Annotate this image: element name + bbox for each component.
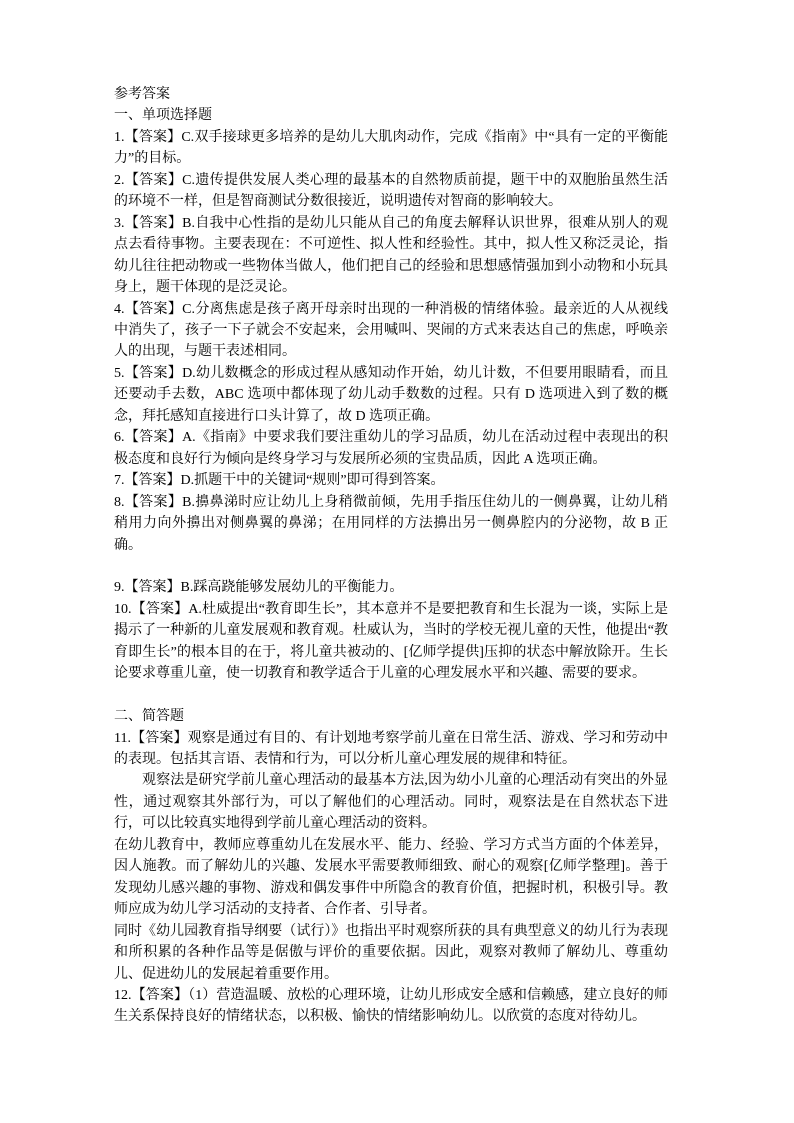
answer-paragraph: 1.【答案】C.双手接球更多培养的是幼儿大肌肉动作，完成《指南》中“具有一定的平衡能力”的目标。: [114, 129, 668, 167]
section-heading: 一、单项选择题: [114, 108, 212, 124]
document-content: [114, 84, 668, 1028]
section-heading: 二、简答题: [114, 709, 184, 725]
answer-paragraph: 8.【答案】B.擤鼻涕时应让幼儿上身稍微前倾，先用手指压住幼儿的一侧鼻翼，让幼儿稍稍用力向外擤出对侧鼻翼的鼻涕；在用同样的方法擤出另一侧鼻腔内的分泌物，故 B 正确。: [114, 494, 668, 553]
answer-paragraph: 10.【答案】A.杜威提出“教育即生长”，其本意并不是要把教育和生长混为一谈，实际上是揭示了一种新的儿童发展观和教育观。杜威认为，当时的学校无视儿童的天性，他提出“教育即生长”的根本目的在于，将儿童共被动的、[亿师学提供]压抑的状态中解放除开。生长论要求尊重儿童，使一切教育和教学适合于儿童的心理发展水平和兴趣、需要的要求。: [114, 601, 668, 682]
answer-paragraph: 11.【答案】观察是通过有目的、有计划地考察学前儿童在日常生活、游戏、学习和劳动中的表现。包括其言语、表情和行为，可以分析儿童心理发展的规律和特征。: [114, 730, 668, 768]
answer-paragraph: 5.【答案】D.幼儿数概念的形成过程从感知动作开始，幼儿计数，不但要用眼睛看，而且还要动手去数，ABC 选项中都体现了幼儿动手数数的过程。只有 D 选项进入到了数的概念，拜托感知直接进行口头计算了，故 D 选项正确。: [114, 365, 668, 424]
answer-paragraph: 9.【答案】B.踩高跷能够发展幼儿的平衡能力。: [114, 580, 404, 596]
blank-line: [114, 556, 668, 577]
document-title: 参考答案: [114, 87, 170, 102]
answer-paragraph: 7.【答案】D.抓题干中的关键词“规则”即可得到答案。: [114, 473, 445, 489]
answer-paragraph: 6.【答案】A.《指南》中要求我们要注重幼儿的学习品质，幼儿在活动过程中表现出的积极态度和良好行为倾向是终身学习与发展所必须的宝贵品质，因此 A 选项正确。: [114, 430, 668, 467]
answer-paragraph: 12.【答案】（1）营造温暖、放松的心理环境，让幼儿形成安全感和信赖感，建立良好的师生关系保持良好的情绪状态，以积极、愉快的情绪影响幼儿。以欣赏的态度对待幼儿。: [114, 988, 668, 1025]
answer-paragraph: 2.【答案】C.遗传提供发展人类心理的最基本的自然物质前提，题干中的双胞胎虽然生活的环境不一样，但是智商测试分数很接近，说明遗传对智商的影响较大。: [114, 172, 668, 210]
answer-paragraph: 观察法是研究学前儿童心理活动的最基本方法,因为幼小儿童的心理活动有突出的外显性，通过观察其外部行为，可以了解他们的心理活动。同时，观察法是在自然状态下进行，可以比较真实地得到学前儿童心理活动的资料。: [114, 773, 668, 832]
answer-paragraph: 3.【答案】B.自我中心性指的是幼儿只能从自己的角度去解释认识世界，很难从别人的观点去看待事物。主要表现在：不可逆性、拟人性和经验性。其中，拟人性又称泛灵论，指幼儿往往把动物或一些物体当做人，他们把自己的经验和思想感情强加到小动物和小玩具身上，题干体现的是泛灵论。: [114, 215, 668, 296]
answer-paragraph: 在幼儿教育中，教师应尊重幼儿在发展水平、能力、经验、学习方式当方面的个体差异，因人施教。而了解幼儿的兴趣、发展水平需要教师细致、耐心的观察[亿师学整理]。善于发现幼儿感兴趣的事物、游戏和偶发事件中所隐含的教育价值，把握时机，积极引导。教师应成为幼儿学习活动的支持者、合作者、引导者。: [114, 837, 668, 918]
answer-paragraph: 4.【答案】C.分离焦虑是孩子离开母亲时出现的一种消极的情绪体验。最亲近的人从视线中消失了，孩子一下子就会不安起来，会用喊叫、哭闹的方式来表达自己的焦虑，呼唤亲人的出现，与题干表述相同。: [114, 301, 668, 360]
blank-line: [114, 685, 668, 706]
answer-paragraph: 同时《幼儿园教育指导纲要（试行）》也指出平时观察所获的具有典型意义的幼儿行为表现和所积累的各种作品等是倨傲与评价的重要依据。因此，观察对教师了解幼儿、尊重幼儿、促进幼儿的发展起着重要作用。: [114, 923, 668, 982]
